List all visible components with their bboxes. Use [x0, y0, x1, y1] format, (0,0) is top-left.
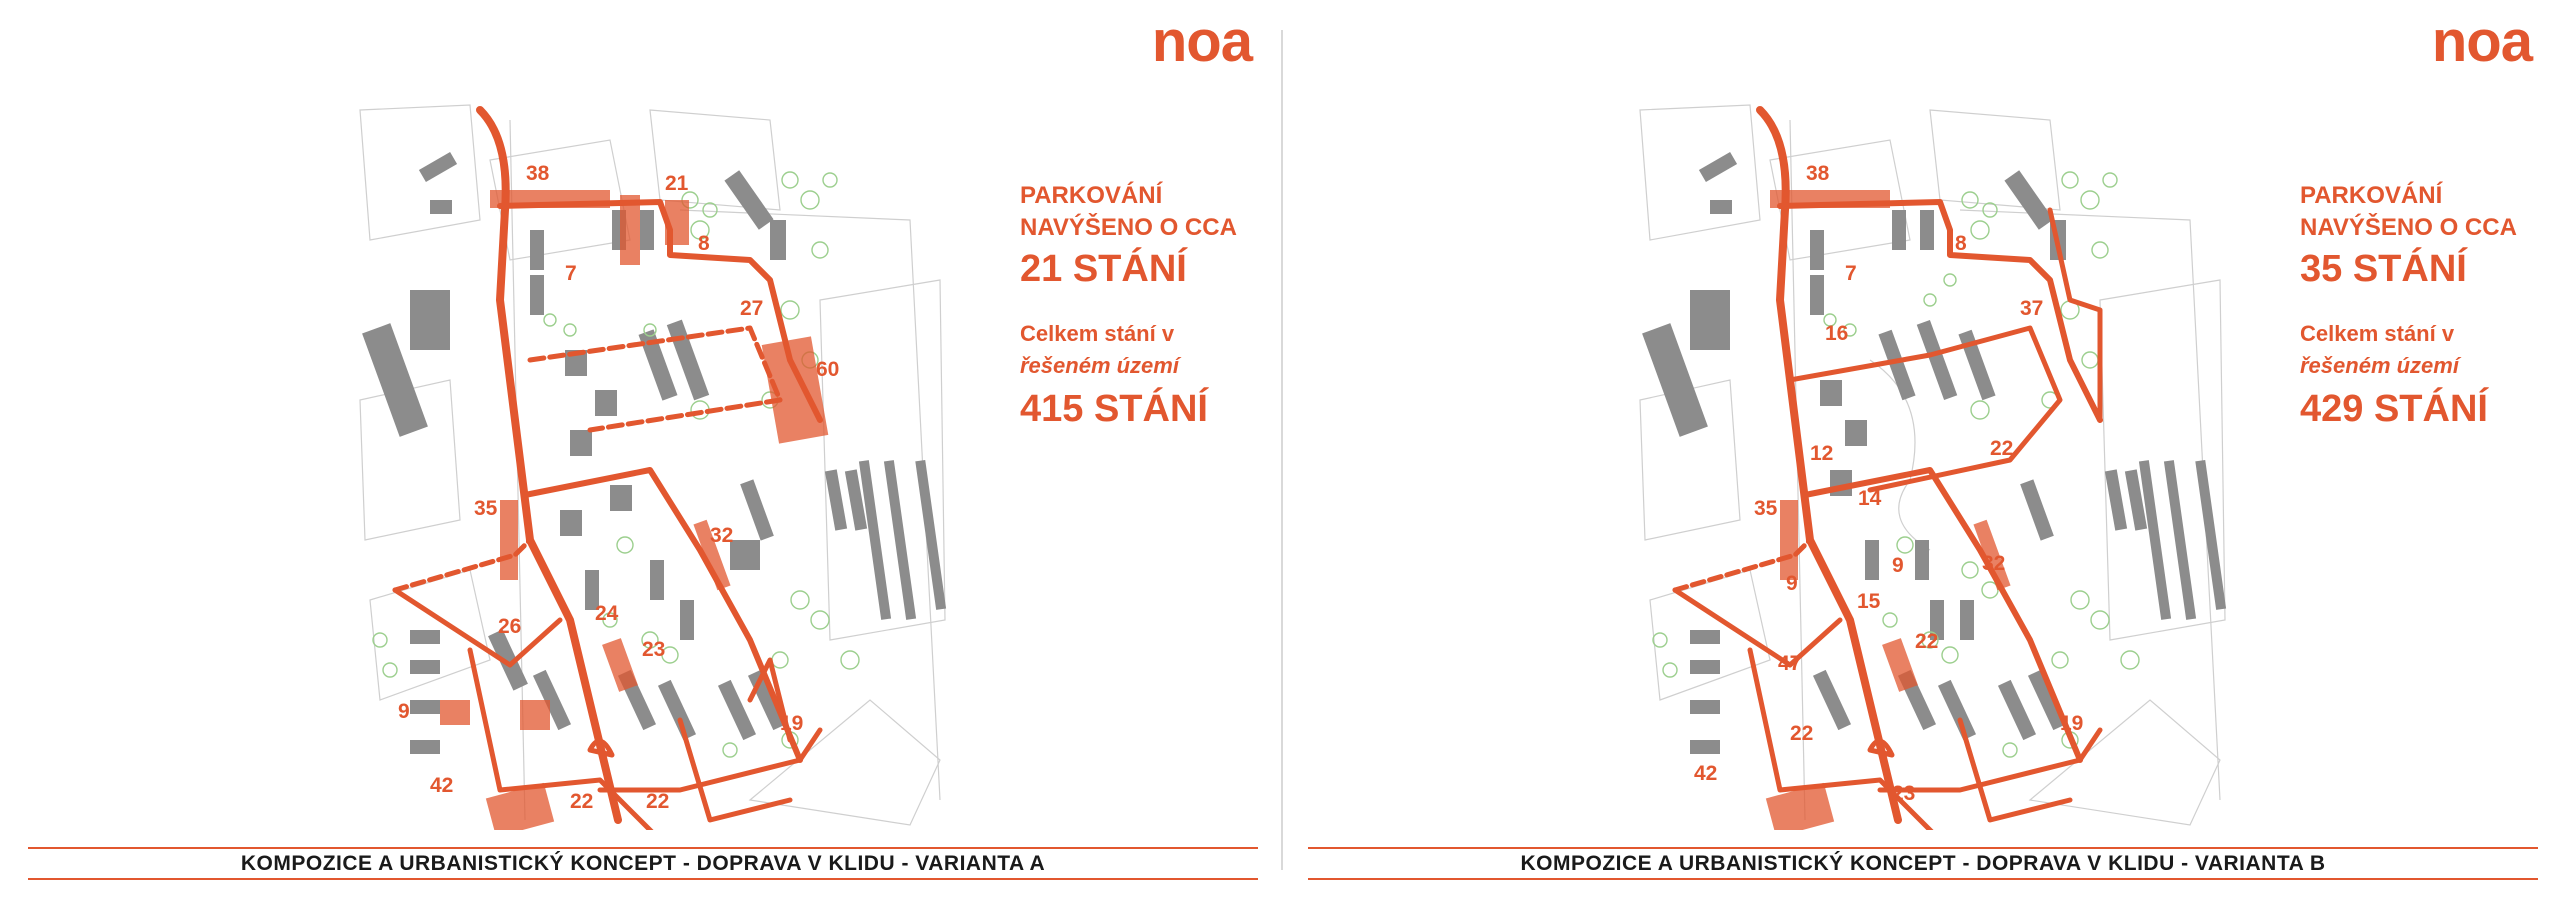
building	[1690, 660, 1720, 674]
building	[770, 220, 786, 260]
parking-subheading: NAVÝŠENO O CCA	[2300, 214, 2517, 241]
building	[419, 152, 457, 182]
building	[430, 200, 452, 214]
total-label-line1: Celkem stání v	[1020, 321, 1175, 346]
caption-rule-bottom	[28, 878, 1258, 880]
map-label-37: 37	[2020, 297, 2044, 320]
total-label-line1: Celkem stání v	[2300, 321, 2455, 346]
site-plan-map-b	[1630, 100, 2230, 830]
building	[1690, 700, 1720, 714]
map-label-23: 23	[642, 638, 666, 661]
map-label-27: 27	[740, 297, 764, 320]
map-label-8: 8	[1955, 232, 1967, 255]
caption-rule-top	[28, 847, 1258, 849]
building	[724, 170, 773, 229]
building	[2105, 469, 2127, 530]
building	[730, 540, 760, 570]
map-label-8: 8	[698, 232, 710, 255]
building	[1960, 600, 1974, 640]
building	[1699, 152, 1737, 182]
building	[1938, 680, 1976, 740]
building	[915, 460, 946, 610]
map-label-14: 14	[1858, 487, 1882, 510]
map-label-19: 19	[780, 712, 804, 735]
map-label-22: 22	[646, 790, 670, 813]
map-label-22: 22	[1915, 630, 1939, 653]
map-label-22: 22	[1990, 437, 2014, 460]
building	[530, 230, 544, 270]
parking-info-b	[2300, 180, 2517, 432]
building	[1820, 380, 1842, 406]
building	[2020, 479, 2054, 540]
building	[1810, 275, 1824, 315]
caption-rule-top	[1308, 847, 2538, 849]
building	[1892, 210, 1906, 250]
building	[825, 469, 847, 530]
map-label-16: 16	[1825, 322, 1849, 345]
map-label-47: 47	[1778, 652, 1802, 675]
map-label-23: 23	[1892, 782, 1916, 805]
map-label-42: 42	[1694, 762, 1718, 785]
building	[1915, 540, 1929, 580]
building	[610, 485, 632, 511]
parking-heading: PARKOVÁNÍ	[1020, 182, 1163, 209]
map-label-32: 32	[1982, 552, 2006, 575]
panel-variant-b	[1280, 0, 2560, 898]
map-label-7: 7	[565, 262, 577, 285]
map-label-26: 26	[498, 615, 522, 638]
map-label-42: 42	[430, 774, 454, 797]
building	[884, 460, 916, 620]
parking-subheading: NAVÝŠENO O CCA	[1020, 214, 1237, 241]
parking-total: 415 STÁNÍ	[1020, 388, 1208, 430]
building	[1813, 670, 1851, 730]
parking-info-a	[1020, 180, 1237, 432]
map-label-22: 22	[1790, 722, 1814, 745]
map-label-24: 24	[595, 602, 619, 625]
building	[718, 680, 756, 740]
map-label-32: 32	[710, 524, 734, 547]
map-label-9: 9	[1892, 554, 1904, 577]
map-label-38: 38	[526, 162, 550, 185]
building	[410, 290, 450, 350]
building	[2139, 460, 2171, 620]
map-label-35: 35	[1754, 497, 1778, 520]
map-label-15: 15	[1857, 590, 1881, 613]
building	[740, 479, 774, 540]
building	[1690, 630, 1720, 644]
map-label-22: 22	[570, 790, 594, 813]
map-label-35: 35	[474, 497, 498, 520]
building	[1710, 200, 1732, 214]
caption-rule-bottom	[1308, 878, 2538, 880]
map-label-12: 12	[1810, 442, 1834, 465]
parking-increase: 21 STÁNÍ	[1020, 248, 1187, 290]
noa-logo: noa	[1151, 9, 1252, 74]
building	[530, 275, 544, 315]
building	[560, 510, 582, 536]
caption-variant-b: KOMPOZICE A URBANISTICKÝ KONCEPT - DOPRAVA V KLIDU - VARIANTA B	[1520, 852, 2326, 875]
total-label-line2: řešeném území	[1020, 353, 1179, 378]
building	[2164, 460, 2196, 620]
building	[410, 740, 440, 754]
building	[658, 680, 696, 740]
building	[1920, 210, 1934, 250]
building	[2195, 460, 2226, 610]
noa-logo: noa	[2431, 9, 2532, 74]
building	[410, 630, 440, 644]
parking-heading: PARKOVÁNÍ	[2300, 182, 2443, 209]
building	[680, 600, 694, 640]
map-label-21: 21	[665, 172, 689, 195]
building	[1690, 290, 1730, 350]
building	[410, 700, 440, 714]
building	[595, 390, 617, 416]
total-label-line2: řešeném území	[2300, 353, 2459, 378]
building	[1690, 740, 1720, 754]
building	[1810, 230, 1824, 270]
building	[650, 560, 664, 600]
building	[2004, 170, 2053, 229]
parking-increase: 35 STÁNÍ	[2300, 248, 2467, 290]
parking-total: 429 STÁNÍ	[2300, 388, 2488, 430]
map-label-38: 38	[1806, 162, 1830, 185]
building	[640, 210, 654, 250]
building	[1917, 320, 1958, 400]
map-label-19: 19	[2060, 712, 2084, 735]
map-label-9: 9	[398, 700, 410, 723]
building	[410, 660, 440, 674]
building	[1998, 680, 2036, 740]
map-label-9: 9	[1786, 572, 1798, 595]
building	[1845, 420, 1867, 446]
building	[1865, 540, 1879, 580]
building	[570, 430, 592, 456]
map-label-7: 7	[1845, 262, 1857, 285]
building	[859, 460, 891, 620]
site-plan-map-a	[350, 100, 950, 830]
caption-variant-a: KOMPOZICE A URBANISTICKÝ KONCEPT - DOPRAVA V KLIDU - VARIANTA A	[240, 852, 1046, 875]
map-label-60: 60	[816, 358, 840, 381]
